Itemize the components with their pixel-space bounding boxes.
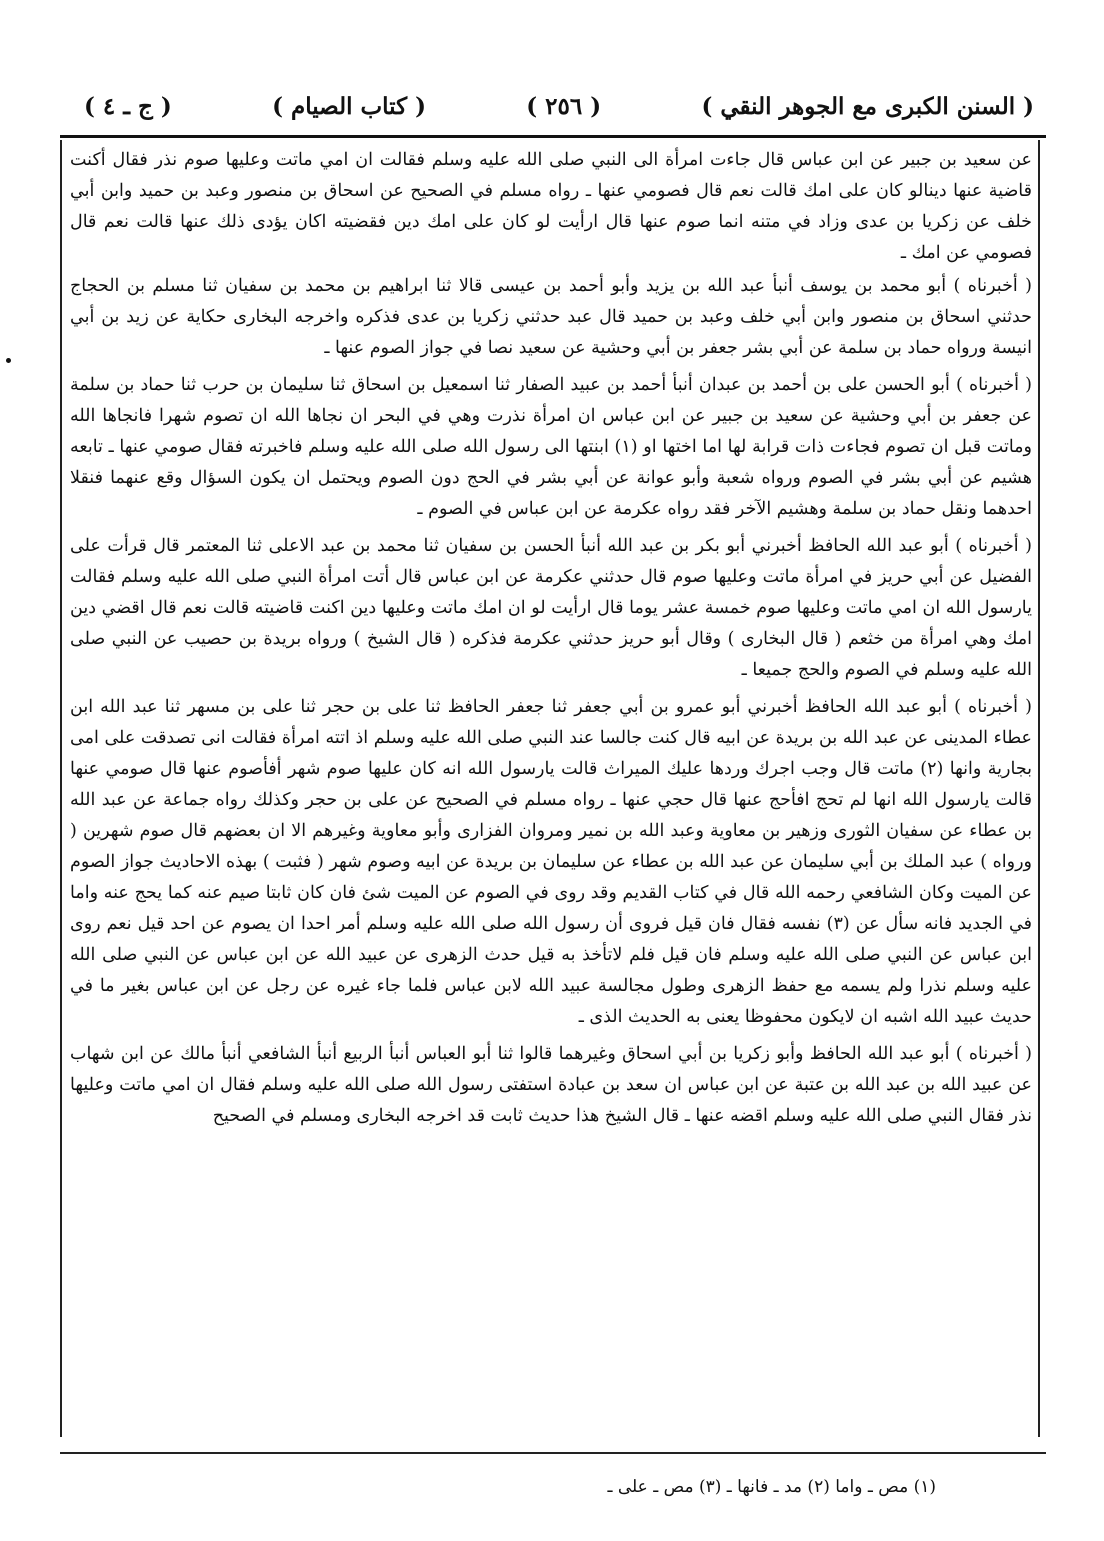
- paragraph: ( أخبرناه ) أبو الحسن على بن أحمد بن عبدان أنبأ أحمد بن عبيد الصفار ثنا اسمعيل بن اسحاق ثنا سليمان بن حرب ثنا حماد بن سلمة عن جعفر بن أبي وحشية عن سعيد بن جبير عن ابن عباس ان امرأة نذرت وهي في البحر ان نجاها الله ان تصوم شهرا فانجاها الله وماتت قبل ان تصوم فجاءت ذات قرابة لها اما اختها او (١) ابنتها الى رسول الله صلى الله عليه وسلم فاخبرته فقال صومي عنها ـ تابعه هشيم عن أبي بشر في الصوم ورواه شعبة وأبو عوانة عن أبي بشر في الحج دون الصوم ويحتمل ان يكون السؤال وقع عنهما فنقلا احدهما ونقل حماد بن سلمة وهشيم الآخر فقد رواه عكرمة عن ابن عباس في الصوم ـ: [70, 375, 1032, 519]
- header-title: ( السنن الكبرى مع الجوهر النقي ): [701, 92, 1034, 120]
- paragraph: ( أخبرناه ) أبو محمد بن يوسف أنبأ عبد الله بن يزيد وأبو أحمد بن عيسى قالا ثنا ابراهيم بن محمد بن سفيان ثنا مسلم بن الحجاج حدثني اسحاق بن منصور وابن أبي خلف وعبد بن حميد قال عبد حدثني زكريا بن عدى فذكره واخرجه البخارى حكاية عن زيد بن أبي انيسة ورواه حماد بن سلمة عن أبي بشر جعفر بن أبي وحشية عن سعيد نصا في جواز الصوم عنها ـ: [70, 276, 1032, 358]
- header-rule: [60, 135, 1046, 138]
- paragraph: ( أخبرناه ) أبو عبد الله الحافظ أخبرني أبو بكر بن عبد الله أنبأ الحسن بن سفيان ثنا محمد بن عبد الاعلى ثنا المعتمر قال قرأت على الفضيل عن أبي حريز في امرأة ماتت وعليها صوم قال حدثني عكرمة عن ابن عباس قال أتت امرأة النبي صلى الله عليه وسلم فقالت يارسول الله ان امي ماتت وعليها صوم خمسة عشر يوما قال ارأيت لو ان امك ماتت وعليها دين اكنت قاضيته قالت نعم قال اقضي دين امك وهي امرأة من خثعم ( قال البخارى ) وقال أبو حريز حدثني عكرمة فذكره ( قال الشيخ ) ورواه بريدة بن حصيب عن النبي صلى الله عليه وسلم في الصوم والحج جميعا ـ: [70, 536, 1032, 680]
- paragraph: ( أخبرناه ) أبو عبد الله الحافظ وأبو زكريا بن أبي اسحاق وغيرهما قالوا ثنا أبو العباس أنبأ الربيع أنبأ الشافعي أنبأ مالك عن ابن شهاب عن عبيد الله بن عبد الله بن عتبة عن ابن عباس ان سعد بن عبادة استفتى رسول الله صلى الله عليه وسلم فقال ان امي ماتت وعليها نذر فقال النبي صلى الله عليه وسلم اقضه عنها ـ قال الشيخ هذا حديث ثابت قد اخرجه البخارى ومسلم في الصحيح: [70, 1044, 1032, 1126]
- volume-number: ( ج ـ ٤ ): [84, 92, 172, 120]
- footnote-rule: [60, 1452, 1046, 1454]
- footnotes: (١) مص ـ واما (٢) مد ـ فانها ـ (٣) مص ـ على ـ: [607, 1477, 936, 1497]
- book-title: ( كتاب الصيام ): [272, 92, 426, 120]
- page-header: [84, 86, 1034, 126]
- paragraph: ( أخبرناه ) أبو عبد الله الحافظ أخبرني أبو عمرو بن أبي جعفر ثنا جعفر الحافظ ثنا على بن حجر ثنا على بن مسهر ثنا عبد الله ابن عطاء المدينى عن عبد الله بن بريدة عن ابيه قال كنت جالسا عند النبي صلى الله عليه وسلم اذ اتته امرأة فقالت انى تصدقت على امى بجارية وانها (٢) ماتت قال وجب اجرك وردها عليك الميراث قالت يارسول الله انه كان عليها صوم شهر أفأصوم عنها قال صومي عنها قالت يارسول الله انها لم تحج افأحج عنها قال حجي عنها ـ رواه مسلم في الصحيح عن على بن حجر وكذلك رواه جماعة عن عبد الله بن عطاء عن سفيان الثورى وزهير بن معاوية وعبد الله بن نمير ومروان الفزارى وأبو معاوية وغيرهم الا ان بعضهم قال صوم شهرين ( ورواه ) عبد الملك بن أبي سليمان عن عبد الله بن عطاء عن سليمان بن بريدة عن ابيه وصوم شهر ( فثبت ) بهذه الاحاديث جواز الصوم عن الميت وكان الشافعي رحمه الله قال في كتاب القديم وقد روى في الصوم عن الميت شئ فان كان ثابتا صيم عنه كما يحج عنه واما في الجديد فانه سأل عن (٣) نفسه فقال فان قيل فروى أن رسول الله صلى الله عليه وسلم أمر احدا ان يصوم عن احد قيل نعم روى ابن عباس عن النبي صلى الله عليه وسلم فان قيل فلم لاتأخذ به قيل حدث الزهرى عن عبيد الله عن ابن عباس عن النبي صلى الله عليه وسلم نذرا ولم يسمه مع حفظ الزهرى وطول مجالسة عبيد الله لابن عباس فلما جاء غيره عن رجل عن ابن عباس بغير ما في حديث عبيد الله اشبه ان لايكون محفوظا يعنى به الحديث الذى ـ: [70, 697, 1032, 1027]
- page-number: ( ٢٥٦ ): [526, 92, 602, 120]
- body-text: [70, 145, 1032, 1138]
- paragraph: عن سعيد بن جبير عن ابن عباس قال جاءت امرأة الى النبي صلى الله عليه وسلم فقالت ان امي ماتت وعليها صوم نذر فقال أكنت قاضية عنها دينالو كان على امك قالت نعم قال فصومي عنها ـ رواه مسلم في الصحيح عن اسحاق بن منصور وعبد بن حميد وابن أبي خلف عن زكريا بن عدى وزاد في متنه انما صوم عنها قال ارأيت لو كان على امك دين فقضيته اكان يؤدى ذلك عنها قالت نعم قال فصومي عن امك ـ: [70, 150, 1032, 263]
- margin-dot: [6, 358, 11, 363]
